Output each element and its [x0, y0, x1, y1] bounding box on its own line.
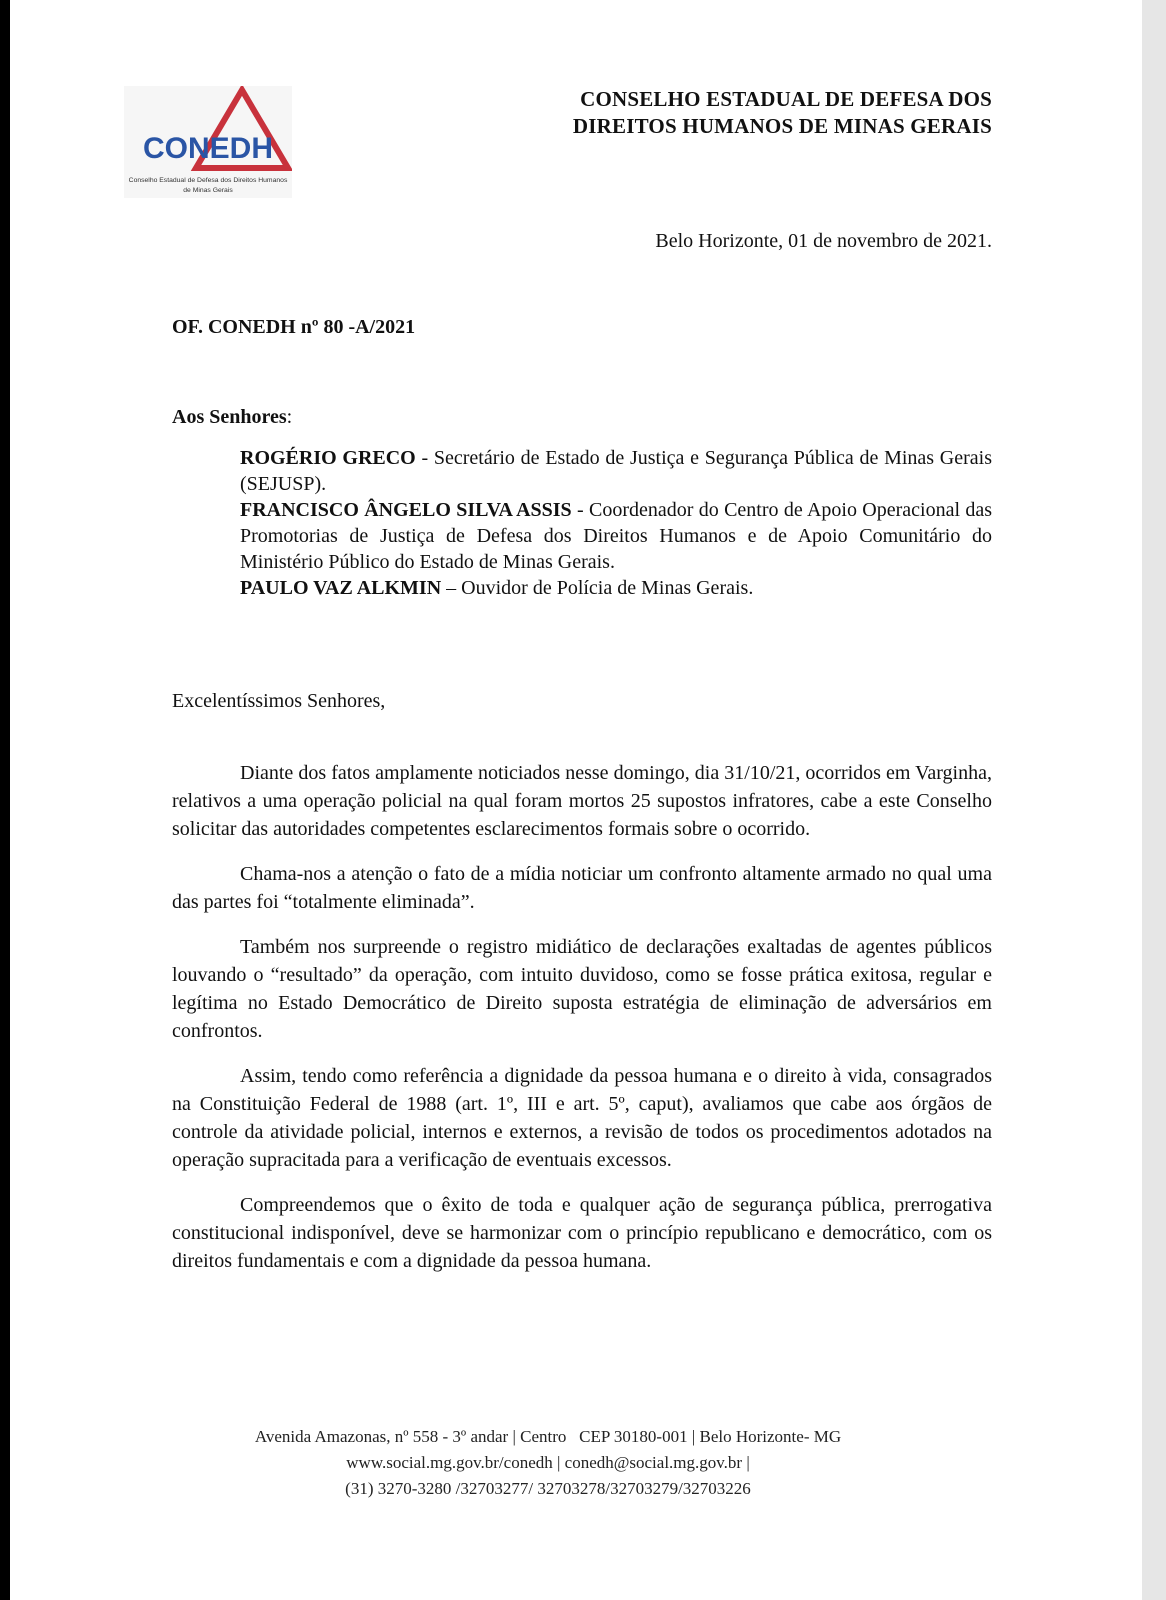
date-line: Belo Horizonte, 01 de novembro de 2021.: [655, 230, 992, 252]
recipient-name: FRANCISCO ÂNGELO SILVA ASSIS: [240, 499, 572, 521]
logo-subtitle-line1: Conselho Estadual de Defesa dos Direitos Humanos: [128, 177, 288, 184]
recipients-list: [240, 445, 992, 601]
council-title-line1: CONSELHO ESTADUAL DE DEFESA DOS: [580, 87, 992, 111]
conedh-logo: [124, 86, 292, 198]
recipient-name: PAULO VAZ ALKMIN: [240, 577, 442, 599]
recipient-role: Ouvidor de Polícia de Minas Gerais.: [461, 577, 754, 599]
logo-wordmark: CONEDH: [142, 132, 274, 165]
recipient-item: [240, 497, 992, 575]
salutation-colon: :: [286, 406, 293, 428]
council-title-line2: DIREITOS HUMANOS DE MINAS GERAIS: [572, 114, 992, 138]
greeting: Excelentíssimos Senhores,: [172, 690, 386, 712]
conedh-logo-graphic: [124, 86, 292, 198]
footer-address-line: Avenida Amazonas, nº 558 - 3º andar | Centro CEP 30180-001 | Belo Horizonte- MG: [254, 1427, 842, 1446]
body-paragraph: Chama-nos a atenção o fato de a mídia noticiar um confronto altamente armado no qual uma das partes foi “totalmente eliminada”.: [172, 863, 992, 913]
page-right-margin: [1142, 0, 1166, 1600]
recipient-role: Secretário de Estado de Justiça e Segurança Pública de Minas Gerais (SEJUSP).: [240, 447, 992, 495]
recipient-separator: -: [415, 447, 434, 469]
letter-body: [172, 759, 992, 1292]
footer-address: [160, 1424, 936, 1502]
recipient-separator: –: [441, 577, 462, 599]
salutation-text: Aos Senhores: [172, 406, 287, 428]
recipient-role: Coordenador do Centro de Apoio Operacional das Promotorias de Justiça de Defesa dos Direitos Humanos e de Apoio Comunitário do Ministério Público do Estado de Minas Gerais.: [240, 499, 992, 573]
body-paragraph: Assim, tendo como referência a dignidade da pessoa humana e o direito à vida, consagrados na Constituição Federal de 1988 (art. 1º, III e art. 5º, caput), avaliamos que cabe aos órgãos de controle da atividade policial, internos e externos, a revisão de todos os procedimentos adotados na operação supracitada para a verificação de eventuais excessos.: [172, 1065, 992, 1171]
page-left-edge: [0, 0, 10, 1600]
body-paragraph: Também nos surpreende o registro midiático de declarações exaltadas de agentes públicos louvando o “resultado” da operação, com intuito duvidoso, como se fosse prática exitosa, regular e legítima no Estado Democrático de Direito suposta estratégia de eliminação de adversários em confrontos.: [172, 936, 992, 1042]
council-title: [432, 86, 992, 140]
body-paragraph: Diante dos fatos amplamente noticiados nesse domingo, dia 31/10/21, ocorridos em Varginha, relativos a uma operação policial na qual foram mortos 25 supostos infratores, cabe a este Conselho solicitar das autoridades competentes esclarecimentos formais sobre o ocorrido.: [172, 762, 992, 840]
recipient-item: [240, 445, 992, 497]
recipient-item: [240, 575, 992, 601]
recipient-separator: -: [571, 499, 590, 521]
footer-contact-line: www.social.mg.gov.br/conedh | conedh@social.mg.gov.br |: [346, 1453, 750, 1472]
office-number: OF. CONEDH nº 80 -A/2021: [172, 316, 416, 338]
footer-phone-line: (31) 3270-3280 /32703277/ 32703278/32703279/32703226: [345, 1479, 751, 1498]
recipient-name: ROGÉRIO GRECO: [240, 447, 416, 469]
salutation-label: [172, 406, 292, 429]
body-paragraph: Compreendemos que o êxito de toda e qualquer ação de segurança pública, prerrogativa constitucional indisponível, deve se harmonizar com o princípio republicano e democrático, com os direitos fundamentais e com a dignidade da pessoa humana.: [172, 1194, 992, 1272]
logo-subtitle-line2: de Minas Gerais: [183, 187, 233, 194]
